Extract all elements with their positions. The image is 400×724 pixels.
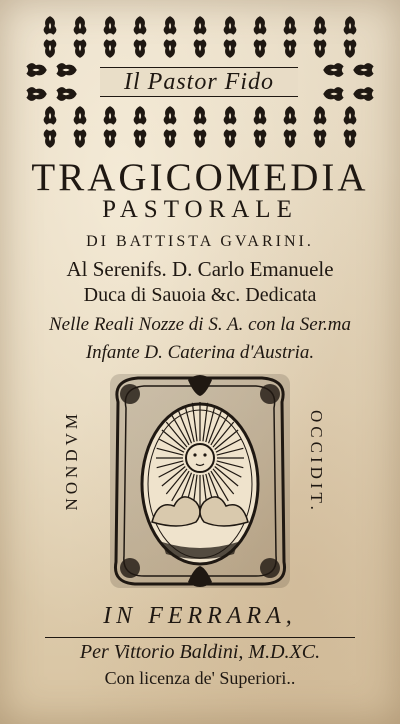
imprint-place: IN FERRARA, — [103, 603, 297, 629]
short-title-box — [100, 67, 298, 97]
dedication-line-2: Duca di Sauoia &c. Dedicata — [83, 284, 317, 306]
imprint-printer: Per Vittorio Baldini, M.D.XC. — [79, 641, 321, 663]
dedication-line-1: Al Serenifs. D. Carlo Emanuele — [66, 257, 334, 281]
occasion-line-1: Nelle Reali Nozze di S. A. con la Ser.ma — [48, 314, 352, 335]
imprint-rule — [45, 637, 355, 638]
short-title: Il Pastor Fido — [124, 68, 274, 95]
main-title: TRAGICOMEDIA — [31, 156, 369, 199]
author-line: DI BATTISTA GVARINI. — [86, 233, 314, 250]
imprint-license: Con licenza de' Superiori.. — [104, 668, 296, 688]
motto-right: OCCIDIT. — [307, 410, 326, 514]
subtitle: PASTORALE — [102, 196, 298, 223]
occasion-line-2: Infante D. Caterina d'Austria. — [85, 342, 315, 363]
motto-left: NONDVM — [62, 410, 81, 511]
sun-emblem-woodcut — [108, 372, 292, 590]
